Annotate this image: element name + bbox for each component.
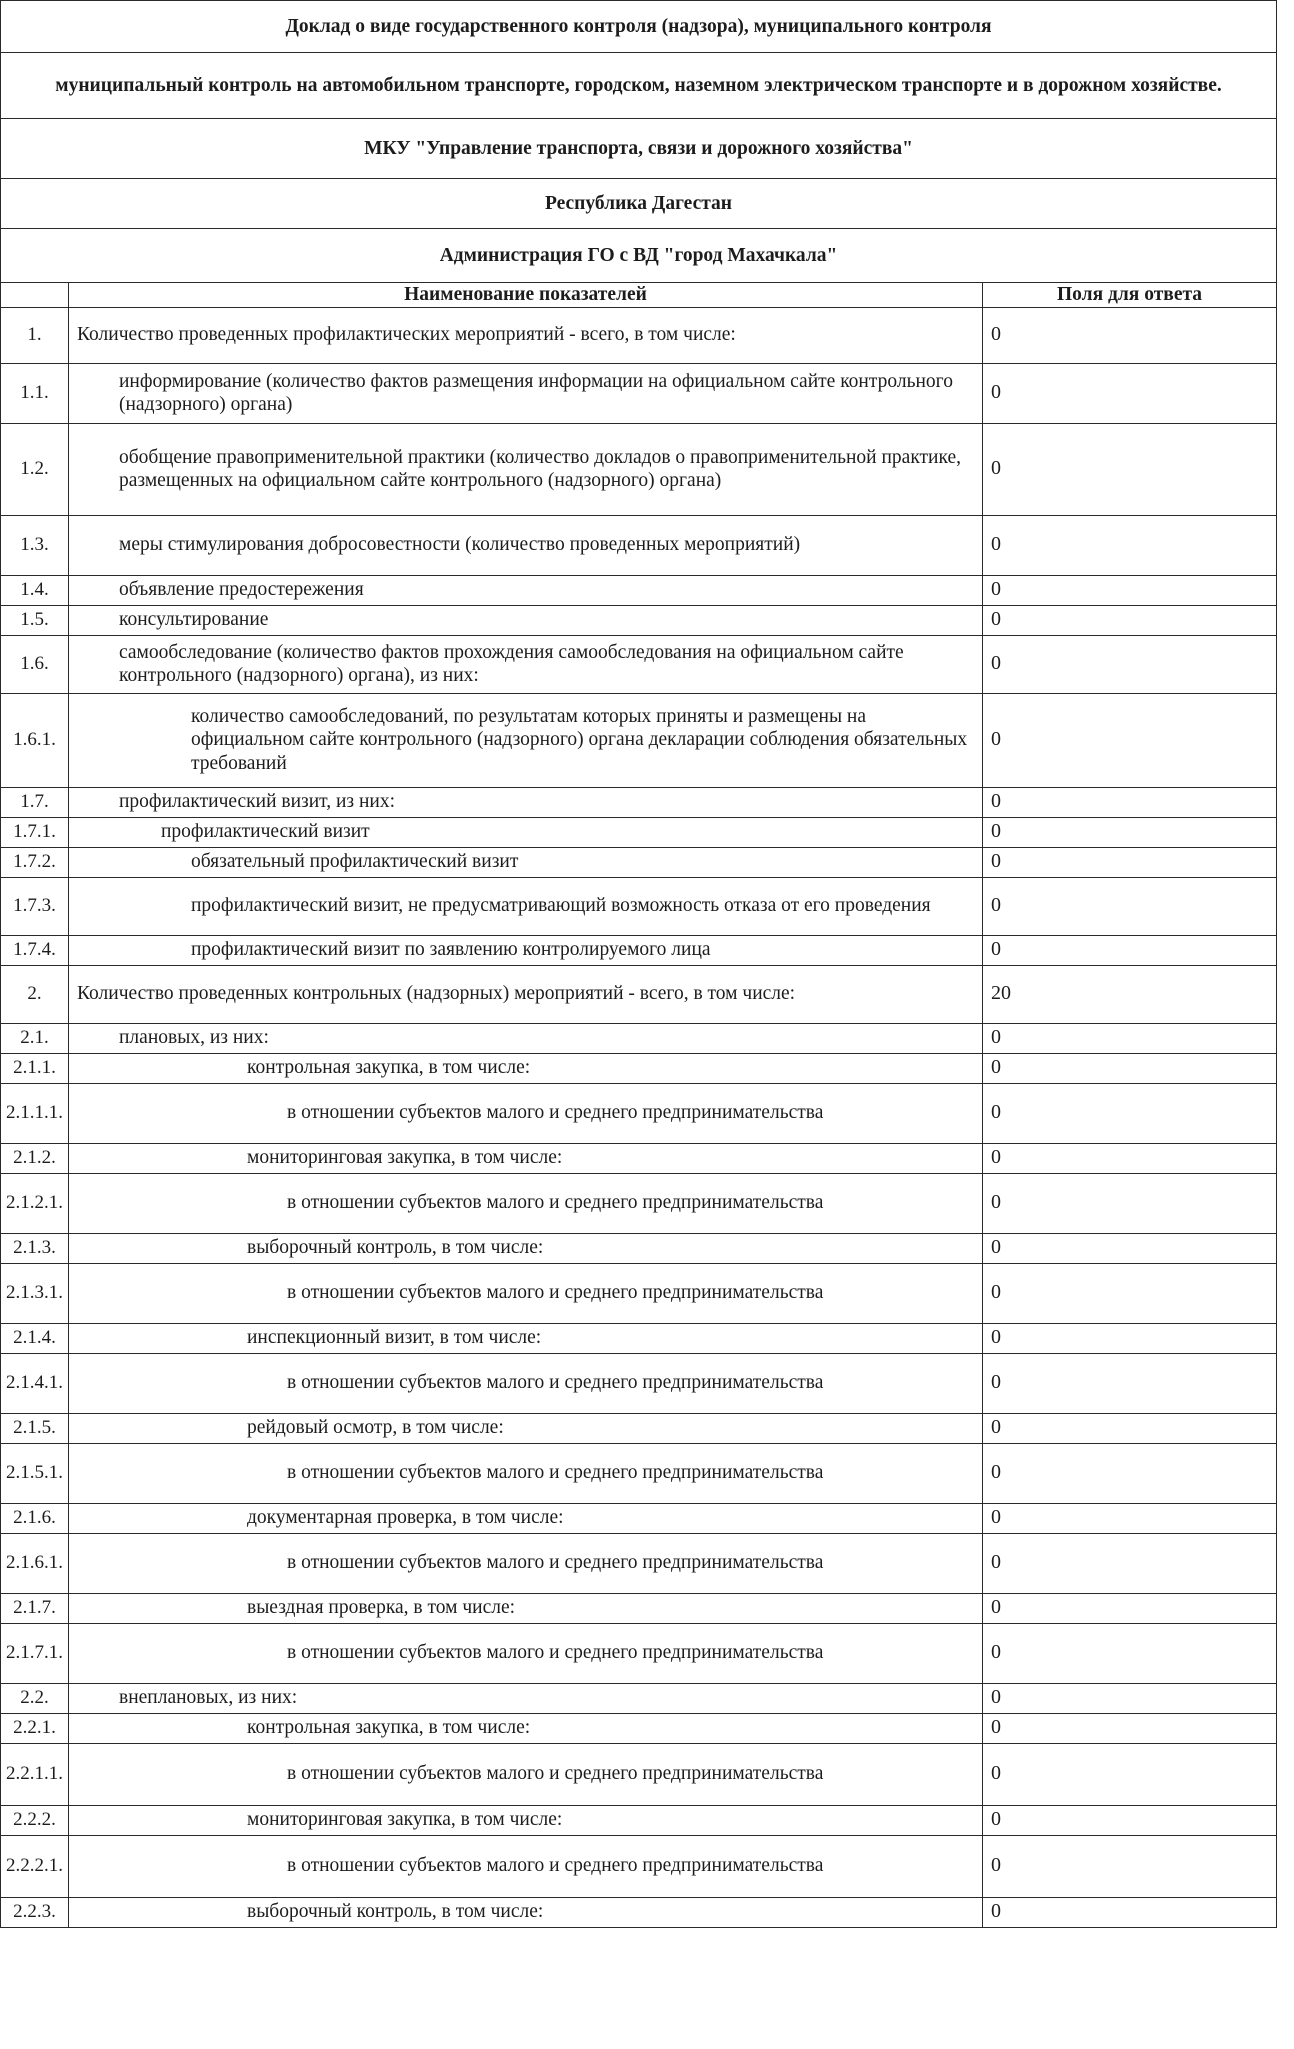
indicator-name: рейдовый осмотр, в том числе:	[69, 1413, 983, 1443]
row-number: 2.1.6.	[1, 1503, 69, 1533]
row-number: 1.7.	[1, 787, 69, 817]
row-number: 1.4.	[1, 575, 69, 605]
indicator-name: в отношении субъектов малого и среднего предпринимательства	[69, 1083, 983, 1143]
organization-name: МКУ "Управление транспорта, связи и дорожного хозяйства"	[1, 119, 1277, 179]
indicator-name: Количество проведенных профилактических мероприятий - всего, в том числе:	[69, 307, 983, 363]
row-number: 1.7.2.	[1, 847, 69, 877]
row-number: 1.3.	[1, 515, 69, 575]
indicator-name: в отношении субъектов малого и среднего предпринимательства	[69, 1263, 983, 1323]
indicator-name: в отношении субъектов малого и среднего предпринимательства	[69, 1623, 983, 1683]
table-row	[1, 1623, 1277, 1683]
table-row	[1, 635, 1277, 693]
row-number: 2.1.6.1.	[1, 1533, 69, 1593]
row-number: 2.1.1.	[1, 1053, 69, 1083]
row-number: 2.2.1.	[1, 1713, 69, 1743]
row-number: 2.1.3.	[1, 1233, 69, 1263]
answer-value: 0	[983, 1683, 1277, 1713]
table-row	[1, 847, 1277, 877]
table-row	[1, 515, 1277, 575]
row-number: 1.7.4.	[1, 935, 69, 965]
table-row	[1, 1897, 1277, 1927]
indicator-name: в отношении субъектов малого и среднего предпринимательства	[69, 1533, 983, 1593]
answer-value: 0	[983, 423, 1277, 515]
answer-value: 0	[983, 1623, 1277, 1683]
table-row	[1, 935, 1277, 965]
indicator-name: Количество проведенных контрольных (надзорных) мероприятий - всего, в том числе:	[69, 965, 983, 1023]
row-number: 2.2.1.1.	[1, 1743, 69, 1805]
answer-value: 0	[983, 1443, 1277, 1503]
row-number: 1.7.3.	[1, 877, 69, 935]
answer-value: 0	[983, 1897, 1277, 1927]
indicator-name: объявление предостережения	[69, 575, 983, 605]
row-number: 1.6.1.	[1, 693, 69, 787]
answer-value: 0	[983, 877, 1277, 935]
indicator-name: документарная проверка, в том числе:	[69, 1503, 983, 1533]
row-number: 1.2.	[1, 423, 69, 515]
column-header-answer: Поля для ответа	[983, 283, 1277, 308]
table-row	[1, 1835, 1277, 1897]
answer-value: 0	[983, 635, 1277, 693]
answer-value: 0	[983, 1053, 1277, 1083]
row-number: 2.	[1, 965, 69, 1023]
row-number: 1.	[1, 307, 69, 363]
region-name: Республика Дагестан	[1, 179, 1277, 229]
row-number: 1.6.	[1, 635, 69, 693]
table-row	[1, 965, 1277, 1023]
row-number: 2.2.2.	[1, 1805, 69, 1835]
column-header-row	[1, 283, 1277, 308]
answer-value: 0	[983, 307, 1277, 363]
answer-value: 0	[983, 1805, 1277, 1835]
answer-value: 0	[983, 1323, 1277, 1353]
indicator-name: выборочный контроль, в том числе:	[69, 1233, 983, 1263]
indicator-name: обобщение правоприменительной практики (количество докладов о правоприменительной практике, размещенных на официальном сайте контрольного (надзорного) органа)	[69, 423, 983, 515]
table-row	[1, 1683, 1277, 1713]
row-number: 1.5.	[1, 605, 69, 635]
answer-value: 0	[983, 363, 1277, 423]
table-row	[1, 1323, 1277, 1353]
indicator-name: выборочный контроль, в том числе:	[69, 1897, 983, 1927]
row-number: 2.1.2.	[1, 1143, 69, 1173]
answer-value: 0	[983, 1713, 1277, 1743]
answer-value: 0	[983, 787, 1277, 817]
table-row	[1, 307, 1277, 363]
answer-value: 0	[983, 693, 1277, 787]
table-row	[1, 423, 1277, 515]
table-row	[1, 1053, 1277, 1083]
table-row	[1, 1533, 1277, 1593]
row-number: 1.1.	[1, 363, 69, 423]
answer-value: 0	[983, 1173, 1277, 1233]
indicator-name: профилактический визит по заявлению контролируемого лица	[69, 935, 983, 965]
answer-value: 0	[983, 1835, 1277, 1897]
row-number: 2.2.3.	[1, 1897, 69, 1927]
answer-value: 0	[983, 1143, 1277, 1173]
table-row	[1, 1713, 1277, 1743]
answer-value: 0	[983, 1743, 1277, 1805]
row-number: 2.1.7.1.	[1, 1623, 69, 1683]
answer-value: 0	[983, 935, 1277, 965]
indicator-name: профилактический визит, не предусматривающий возможность отказа от его проведения	[69, 877, 983, 935]
column-header-name: Наименование показателей	[69, 283, 983, 308]
indicator-name: мониторинговая закупка, в том числе:	[69, 1805, 983, 1835]
answer-value: 0	[983, 605, 1277, 635]
row-number: 2.1.2.1.	[1, 1173, 69, 1233]
answer-value: 0	[983, 1263, 1277, 1323]
answer-value: 20	[983, 965, 1277, 1023]
indicator-name: мониторинговая закупка, в том числе:	[69, 1143, 983, 1173]
answer-value: 0	[983, 1353, 1277, 1413]
indicator-name: обязательный профилактический визит	[69, 847, 983, 877]
indicator-name: в отношении субъектов малого и среднего предпринимательства	[69, 1173, 983, 1233]
indicator-name: меры стимулирования добросовестности (количество проведенных мероприятий)	[69, 515, 983, 575]
indicator-name: в отношении субъектов малого и среднего предпринимательства	[69, 1743, 983, 1805]
table-row	[1, 787, 1277, 817]
header-row-administration	[1, 229, 1277, 283]
indicator-name: профилактический визит, из них:	[69, 787, 983, 817]
answer-value: 0	[983, 1023, 1277, 1053]
table-row	[1, 1233, 1277, 1263]
row-number: 2.2.2.1.	[1, 1835, 69, 1897]
administration-name: Администрация ГО с ВД "город Махачкала"	[1, 229, 1277, 283]
row-number: 2.1.4.	[1, 1323, 69, 1353]
control-type: муниципальный контроль на автомобильном транспорте, городском, наземном электрическом транспорте и в дорожном хозяйстве.	[1, 53, 1277, 119]
table-row	[1, 1023, 1277, 1053]
table-row	[1, 1413, 1277, 1443]
table-row	[1, 1443, 1277, 1503]
table-row	[1, 605, 1277, 635]
table-row	[1, 363, 1277, 423]
row-number: 2.1.3.1.	[1, 1263, 69, 1323]
indicator-name: в отношении субъектов малого и среднего предпринимательства	[69, 1353, 983, 1413]
row-number: 2.1.1.1.	[1, 1083, 69, 1143]
table-row	[1, 817, 1277, 847]
report-title: Доклад о виде государственного контроля (надзора), муниципального контроля	[1, 1, 1277, 53]
indicator-name: инспекционный визит, в том числе:	[69, 1323, 983, 1353]
answer-value: 0	[983, 817, 1277, 847]
table-row	[1, 575, 1277, 605]
table-row	[1, 1083, 1277, 1143]
row-number: 2.1.4.1.	[1, 1353, 69, 1413]
indicator-name: информирование (количество фактов размещения информации на официальном сайте контрольного (надзорного) органа)	[69, 363, 983, 423]
table-row	[1, 693, 1277, 787]
table-row	[1, 877, 1277, 935]
table-row	[1, 1503, 1277, 1533]
row-number: 2.2.	[1, 1683, 69, 1713]
row-number: 2.1.5.1.	[1, 1443, 69, 1503]
row-number: 2.1.5.	[1, 1413, 69, 1443]
indicator-name: профилактический визит	[69, 817, 983, 847]
answer-value: 0	[983, 1233, 1277, 1263]
answer-value: 0	[983, 1503, 1277, 1533]
row-number: 2.1.7.	[1, 1593, 69, 1623]
column-header-num	[1, 283, 69, 308]
header-row-organization	[1, 119, 1277, 179]
table-row	[1, 1805, 1277, 1835]
answer-value: 0	[983, 1413, 1277, 1443]
answer-value: 0	[983, 1533, 1277, 1593]
indicator-name: количество самообследований, по результатам которых приняты и размещены на официальном сайте контрольного (надзорного) органа декларации соблюдения обязательных требований	[69, 693, 983, 787]
header-row-control-type	[1, 53, 1277, 119]
table-row	[1, 1263, 1277, 1323]
table-row	[1, 1743, 1277, 1805]
answer-value: 0	[983, 1593, 1277, 1623]
indicator-name: консультирование	[69, 605, 983, 635]
table-row	[1, 1143, 1277, 1173]
answer-value: 0	[983, 847, 1277, 877]
table-row	[1, 1173, 1277, 1233]
indicator-name: плановых, из них:	[69, 1023, 983, 1053]
answer-value: 0	[983, 1083, 1277, 1143]
answer-value: 0	[983, 515, 1277, 575]
indicator-name: внеплановых, из них:	[69, 1683, 983, 1713]
header-row-region	[1, 179, 1277, 229]
indicator-name: выездная проверка, в том числе:	[69, 1593, 983, 1623]
table-row	[1, 1593, 1277, 1623]
table-row	[1, 1353, 1277, 1413]
indicator-name: самообследование (количество фактов прохождения самообследования на официальном сайте контрольного (надзорного) органа), из них:	[69, 635, 983, 693]
indicator-name: контрольная закупка, в том числе:	[69, 1053, 983, 1083]
indicator-name: контрольная закупка, в том числе:	[69, 1713, 983, 1743]
indicator-name: в отношении субъектов малого и среднего предпринимательства	[69, 1443, 983, 1503]
indicator-name: в отношении субъектов малого и среднего предпринимательства	[69, 1835, 983, 1897]
row-number: 2.1.	[1, 1023, 69, 1053]
header-row-title	[1, 1, 1277, 53]
answer-value: 0	[983, 575, 1277, 605]
row-number: 1.7.1.	[1, 817, 69, 847]
